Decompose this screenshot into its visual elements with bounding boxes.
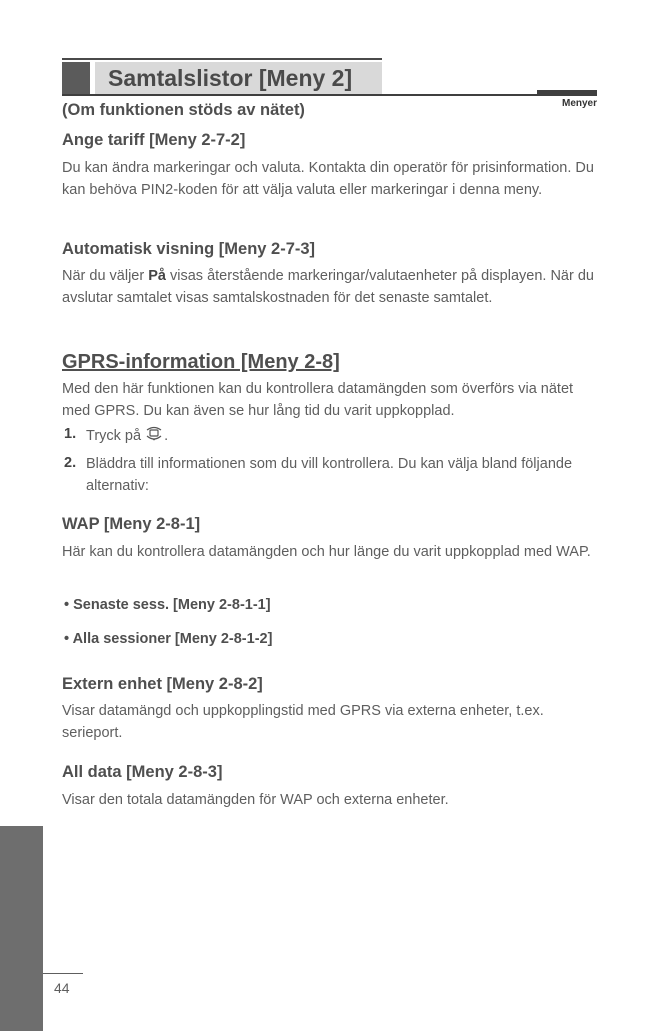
step-1-suffix: . [164, 428, 169, 444]
paragraph-auto-display [62, 266, 602, 309]
header-marker-block [62, 62, 90, 94]
list-item-last-session: • Senaste sess. [Meny 2-8-1-1] [64, 597, 271, 613]
heading-tariff: Ange tariff [Meny 2-7-2] [62, 131, 246, 149]
paragraph-wap: Här kan du kontrollera datamängden och hur länge du varit uppkopplad med WAP. [62, 544, 591, 560]
list-item-all-sessions: • Alla sessioner [Meny 2-8-1-2] [64, 631, 273, 647]
header-top-line [62, 58, 382, 60]
heading-auto-display: Automatisk visning [Meny 2-7-3] [62, 240, 316, 258]
step-number-2: 2. [64, 455, 77, 471]
heading-wap: WAP [Meny 2-8-1] [62, 515, 201, 533]
page-title: Samtalslistor [Meny 2] [95, 62, 382, 94]
page-number: 44 [54, 980, 70, 996]
paragraph-gprs: Med den här funktionen kan du kontrollera datamängden som överförs via nätet med GPRS. Du kan även se hur lång tid du varit uppkopplad. [62, 381, 574, 419]
auto-text-bold: På [148, 268, 166, 284]
header-rule [62, 94, 597, 96]
heading-all-data: All data [Meny 2-8-3] [62, 763, 223, 781]
step-number-1: 1. [64, 426, 77, 442]
page-edge-tab [0, 826, 43, 1031]
menu-key-icon [144, 425, 164, 451]
heading-external-device: Extern enhet [Meny 2-8-2] [62, 675, 263, 693]
paragraph-all-data: Visar den totala datamängden för WAP och externa enheter. [62, 792, 449, 808]
step-1 [86, 425, 168, 451]
page-number-rule [43, 973, 83, 974]
step-2: Bläddra till informationen som du vill kontrollera. Du kan välja bland följande alternativ: [86, 456, 573, 494]
auto-text-1: När du väljer [62, 268, 149, 284]
auto-text-2: visas återstående markeringar/valutaenheter på displayen. När du avslutar samtalet visas samtalskostnaden för det senaste samtalet. [62, 268, 594, 306]
subtitle: (Om funktionen stöds av nätet) [62, 101, 305, 119]
heading-gprs: GPRS-information [Meny 2-8] [62, 351, 340, 373]
paragraph-tariff: Du kan ändra markeringar och valuta. Kontakta din operatör för prisinformation. Du kan behöva PIN2-koden för att välja valuta eller markeringar i denna meny. [62, 160, 594, 198]
section-side-label: Menyer [561, 98, 597, 109]
paragraph-external-device: Visar datamängd och uppkopplingstid med GPRS via externa enheter, t.ex. serieport. [62, 703, 544, 741]
side-tab-marker [537, 90, 597, 94]
step-1-text: Tryck på [86, 428, 142, 444]
